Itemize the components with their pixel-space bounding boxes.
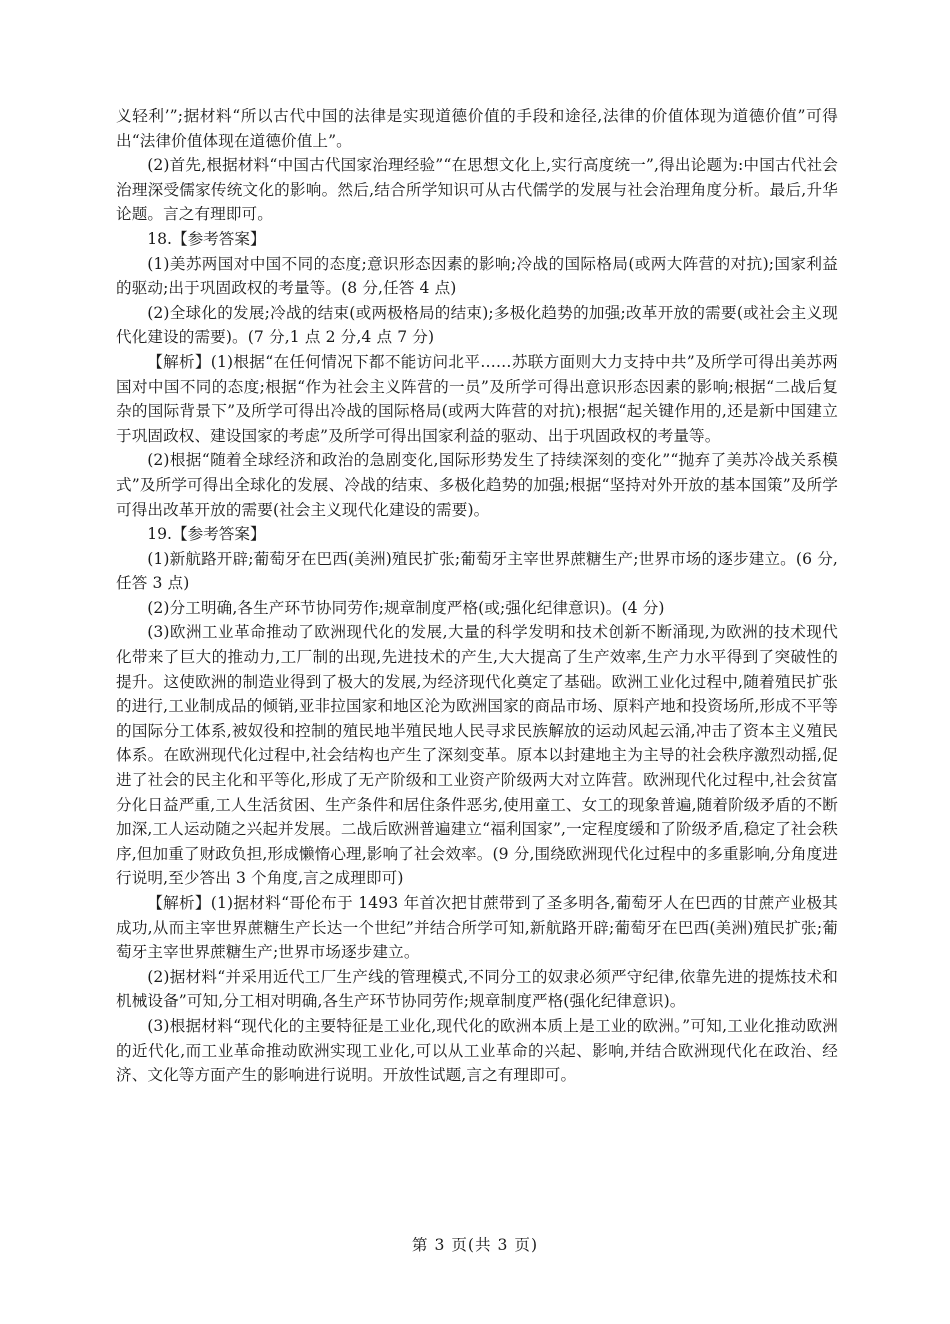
paragraph-17-1-continuation: 义轻利’”;据材料“所以古代中国的法律是实现道德价值的手段和途径,法律的价值体现为道德价值”可得出“法律价值体现在道德价值上”。 bbox=[116, 107, 838, 150]
question-18-analysis-2: (2)根据“随着全球经济和政治的急剧变化,国际形势发生了持续深刻的变化”“抛弃了美苏冷战关系模式”及所学可得出全球化的发展、冷战的结束、多极化趋势的加强;根据“坚持对外开放的基本国策”及所学可得出改革开放的需要(社会主义现代化建设的需要)。 bbox=[116, 451, 838, 519]
question-18-analysis-1: 【解析】(1)根据“在任何情况下都不能访问北平……苏联方面则大力支持中共”及所学可得出美苏两国对中国不同的态度;根据“作为社会主义阵营的一员”及所学可得出意识形态因素的影响;根据“二战后复杂的国际背景下”及所学可得出冷战的国际格局(或两大阵营的对抗);根据“起关键作用的,还是新中国建立于巩固政权、建设国家的考虑”及所学可得出国家利益的驱动、出于巩固政权的考量等。 bbox=[116, 352, 838, 445]
question-19-answer-1: (1)新航路开辟;葡萄牙在巴西(美洲)殖民扩张;葡萄牙主宰世界蔗糖生产;世界市场的逐步建立。(6 分,任答 3 点) bbox=[116, 549, 838, 593]
question-19-analysis-2: (2)据材料“并采用近代工厂生产线的管理模式,不同分工的奴隶必须严守纪律,依靠先进的提炼技术和机械设备”可知,分工相对明确,各生产环节协同劳作;规章制度严格(强化纪律意识)。 bbox=[116, 967, 838, 1011]
question-18-answer-2: (2)全球化的发展;冷战的结束(或两极格局的结束);多极化趋势的加强;改革开放的需要(或社会主义现代化建设的需要)。(7 分,1 点 2 分,4 点 7 分) bbox=[116, 303, 838, 347]
question-19-answer-3: (3)欧洲工业革命推动了欧洲现代化的发展,大量的科学发明和技术创新不断涌现,为欧洲的技术现代化带来了巨大的推动力,工厂制的出现,先进技术的产生,大大提高了生产效率,生产力水平得到了突破性的提升。这使欧洲的制造业得到了极大的发展,为经济现代化奠定了基础。欧洲工业化过程中,随着殖民扩张的进行,工业制成品的倾销,亚非拉国家和地区沦为欧洲国家的商品市场、原料产地和投资场所,形成不平等的国际分工体系,被奴役和控制的殖民地半殖民地人民寻求民族解放的运动风起云涌,冲击了资本主义殖民体系。在欧洲现代化过程中,社会结构也产生了深刻变革。原本以封建地主为主导的社会秩序激烈动摇,促进了社会的民主化和平等化,形成了无产阶级和工业资产阶级两大对立阵营。欧洲现代化过程中,社会贫富分化日益严重,工人生活贫困、生产条件和居住条件恶劣,使用童工、女工的现象普遍,随着阶级矛盾的不断加深,工人运动随之兴起并发展。二战后欧洲普遍建立“福利国家”,一定程度缓和了阶级矛盾,稳定了社会秩序,但加重了财政负担,形成懒惰心理,影响了社会效率。(9 分,围绕欧洲现代化过程中的多重影响,分角度进行说明,至少答出 3 个角度,言之成理即可) bbox=[116, 623, 838, 888]
paragraph-17-2-analysis: (2)首先,根据材料“中国古代国家治理经验”“在思想文化上,实行高度统一”,得出论题为:中国古代社会治理深受儒家传统文化的影响。然后,结合所学知识可从古代儒学的发展与社会治理角度分析。最后,升华论题。言之有理即可。 bbox=[116, 156, 838, 224]
question-18-answer-1: (1)美苏两国对中国不同的态度;意识形态因素的影响;冷战的国际格局(或两大阵营的对抗);国家利益的驱动;出于巩固政权的考量等。(8 分,任答 4 点) bbox=[116, 254, 838, 298]
question-18-heading: 18.【参考答案】 bbox=[147, 229, 266, 248]
question-19-analysis-3: (3)根据材料“现代化的主要特征是工业化,现代化的欧洲本质上是工业的欧洲。”可知,工业化推动欧洲的近代化,而工业革命推动欧洲实现工业化,可以从工业革命的兴起、影响,并结合欧洲现代化在政治、经济、文化等方面产生的影响进行说明。开放性试题,言之有理即可。 bbox=[116, 1016, 838, 1085]
page-number-footer: 第 3 页(共 3 页) bbox=[411, 1236, 539, 1254]
question-19-heading: 19.【参考答案】 bbox=[147, 525, 266, 544]
question-19-analysis-1: 【解析】(1)据材料“哥伦布于 1493 年首次把甘蔗带到了圣多明各,葡萄牙人在巴西的甘蔗产业极其成功,从而主宰世界蔗糖生产长达一个世纪”并结合所学可知,新航路开辟;葡萄牙在巴西(美洲)殖民扩张;葡萄牙主宰世界蔗糖生产;世界市场逐步建立。 bbox=[116, 894, 838, 962]
question-19-answer-2: (2)分工明确,各生产环节协同劳作;规章制度严格(或;强化纪律意识)。(4 分) bbox=[147, 598, 665, 617]
document-body bbox=[116, 104, 838, 1088]
